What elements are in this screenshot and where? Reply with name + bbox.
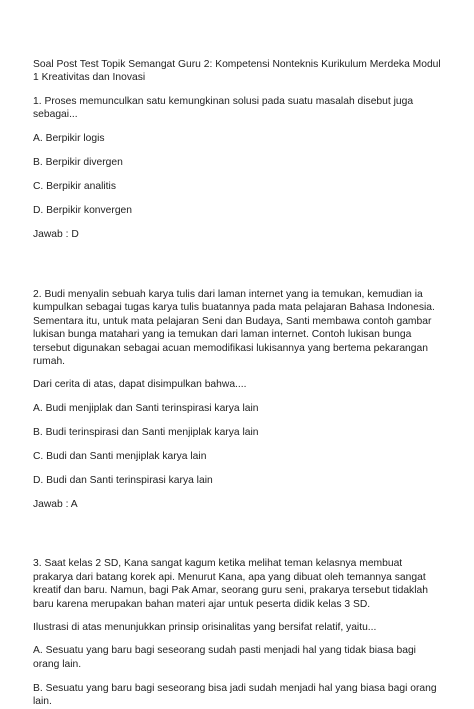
question-3-stem: 3. Saat kelas 2 SD, Kana sangat kagum ketika melihat teman kelasnya membuat prakarya dari batang korek api. Menurut Kana, apa yang dibuat oleh temannya sangat kreatif dan baru. Namun, bagi Pak Amar, seorang guru seni, prakarya tersebut tidaklah baru karena merupakan bahan materi ajar untuk peserta didik kelas 3 SD. xyxy=(33,558,428,610)
spacer xyxy=(33,241,442,288)
question-3 xyxy=(33,557,442,708)
question-3-prompt: Ilustrasi di atas menunjukkan prinsip orisinalitas yang bersifat relatif, yaitu... xyxy=(33,621,377,633)
question-1-option-c: C. Berpikir analitis xyxy=(33,180,116,192)
question-1-option-b: B. Berpikir divergen xyxy=(33,156,123,168)
spacer xyxy=(33,511,442,557)
question-2-stem: 2. Budi menyalin sebuah karya tulis dari laman internet yang ia temukan, kemudian ia kumpulkan sebagai tugas karya tulis buatannya pada mata pelajaran Bahasa Indonesia. Sementara itu, untuk mata pelajaran Seni dan Budaya, Santi membawa contoh gambar lukisan bunga matahari yang ia temukan dari laman internet. Contoh lukisan bunga tersebut digunakan sebagai acuan memodifikasi lukisannya yang bertema pekarangan rumah. xyxy=(33,289,435,368)
question-2-prompt: Dari cerita di atas, dapat disimpulkan bahwa.... xyxy=(33,379,247,391)
question-1-option-a: A. Berpikir logis xyxy=(33,132,105,144)
question-1-answer: Jawab : D xyxy=(33,228,79,240)
question-2-answer: Jawab : A xyxy=(33,498,78,510)
question-1 xyxy=(33,95,442,241)
question-3-option-a: A. Sesuatu yang baru bagi seseorang sudah pasti menjadi hal yang tidak biasa bagi orang lain. xyxy=(33,645,416,670)
question-2-option-d: D. Budi dan Santi terinspirasi karya lain xyxy=(33,474,213,486)
question-2 xyxy=(33,288,442,511)
question-1-stem: 1. Proses memunculkan satu kemungkinan solusi pada suatu masalah disebut juga sebagai... xyxy=(33,95,414,121)
question-2-option-a: A. Budi menjiplak dan Santi terinspirasi karya lain xyxy=(33,402,259,414)
question-2-option-c: C. Budi dan Santi menjiplak karya lain xyxy=(33,450,207,462)
document-title: Soal Post Test Topik Semangat Guru 2: Kompetensi Nonteknis Kurikulum Merdeka Modul 1 Kreativitas dan Inovasi xyxy=(33,59,441,84)
question-2-option-b: B. Budi terinspirasi dan Santi menjiplak karya lain xyxy=(33,426,259,438)
question-1-option-d: D. Berpikir konvergen xyxy=(33,204,133,216)
question-3-option-b: B. Sesuatu yang baru bagi seseorang bisa jadi sudah menjadi hal yang biasa bagi orang lain. xyxy=(33,682,437,708)
